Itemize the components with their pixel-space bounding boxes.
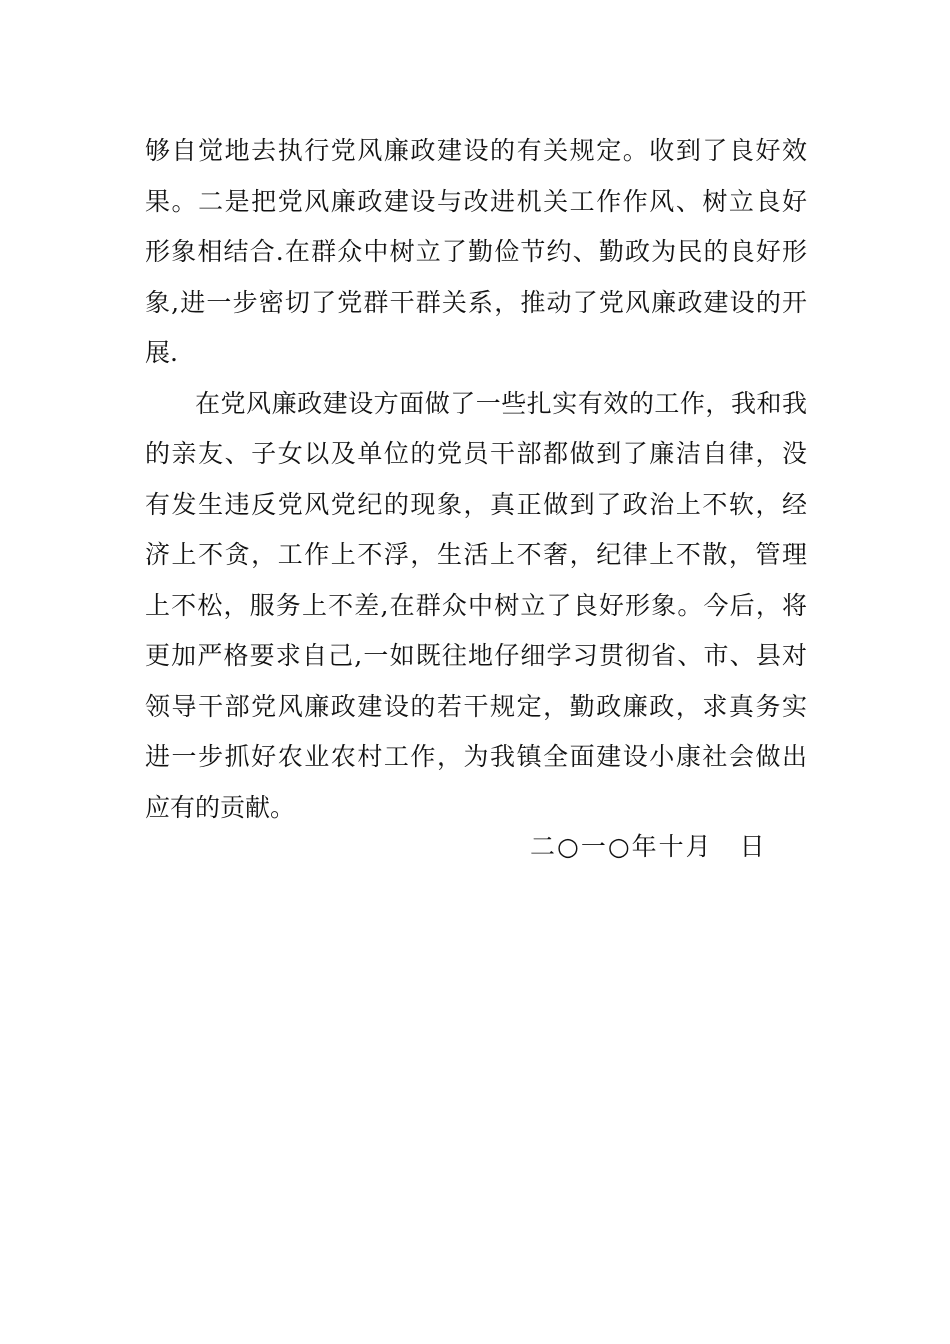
paragraph-line: 济上不贪，工作上不浮，生活上不奢，纪律上不散，管理 (145, 540, 807, 569)
paragraph-line: 领导干部党风廉政建设的若干规定，勤政廉政，求真务实 (145, 691, 807, 721)
paragraph-line: 有发生违反党风党纪的现象，真正做到了政治上不软，经 (145, 489, 807, 519)
paragraph-1 (145, 126, 807, 379)
document-body (145, 126, 807, 833)
paragraph-line: 果。二是把党风廉政建设与改进机关工作作风、树立良好 (145, 186, 807, 216)
paragraph-2 (145, 379, 807, 834)
paragraph-line: 在党风廉政建设方面做了一些扎实有效的工作，我和我 (195, 388, 807, 418)
paragraph-line: 的亲友、子女以及单位的党员干部都做到了廉洁自律，没 (145, 439, 807, 468)
paragraph-line: 进一步抓好农业农村工作，为我镇全面建设小康社会做出 (145, 742, 807, 771)
document-date: 二○一○年十月 日 (530, 832, 767, 861)
paragraph-line: 展. (145, 338, 178, 367)
paragraph-line: 够自觉地去执行党风廉政建设的有关规定。收到了良好效 (145, 136, 807, 165)
paragraph-line: 形象相结合.在群众中树立了勤俭节约、勤政为民的良好形 (145, 237, 807, 266)
paragraph-line: 上不松，服务上不差,在群众中树立了良好形象。今后，将 (145, 590, 807, 620)
paragraph-line: 象,进一步密切了党群干群关系，推动了党风廉政建设的开 (145, 287, 807, 317)
paragraph-line: 应有的贡献。 (145, 792, 296, 822)
paragraph-line: 更加严格要求自己,一如既往地仔细学习贯彻省、市、县对 (145, 641, 807, 670)
